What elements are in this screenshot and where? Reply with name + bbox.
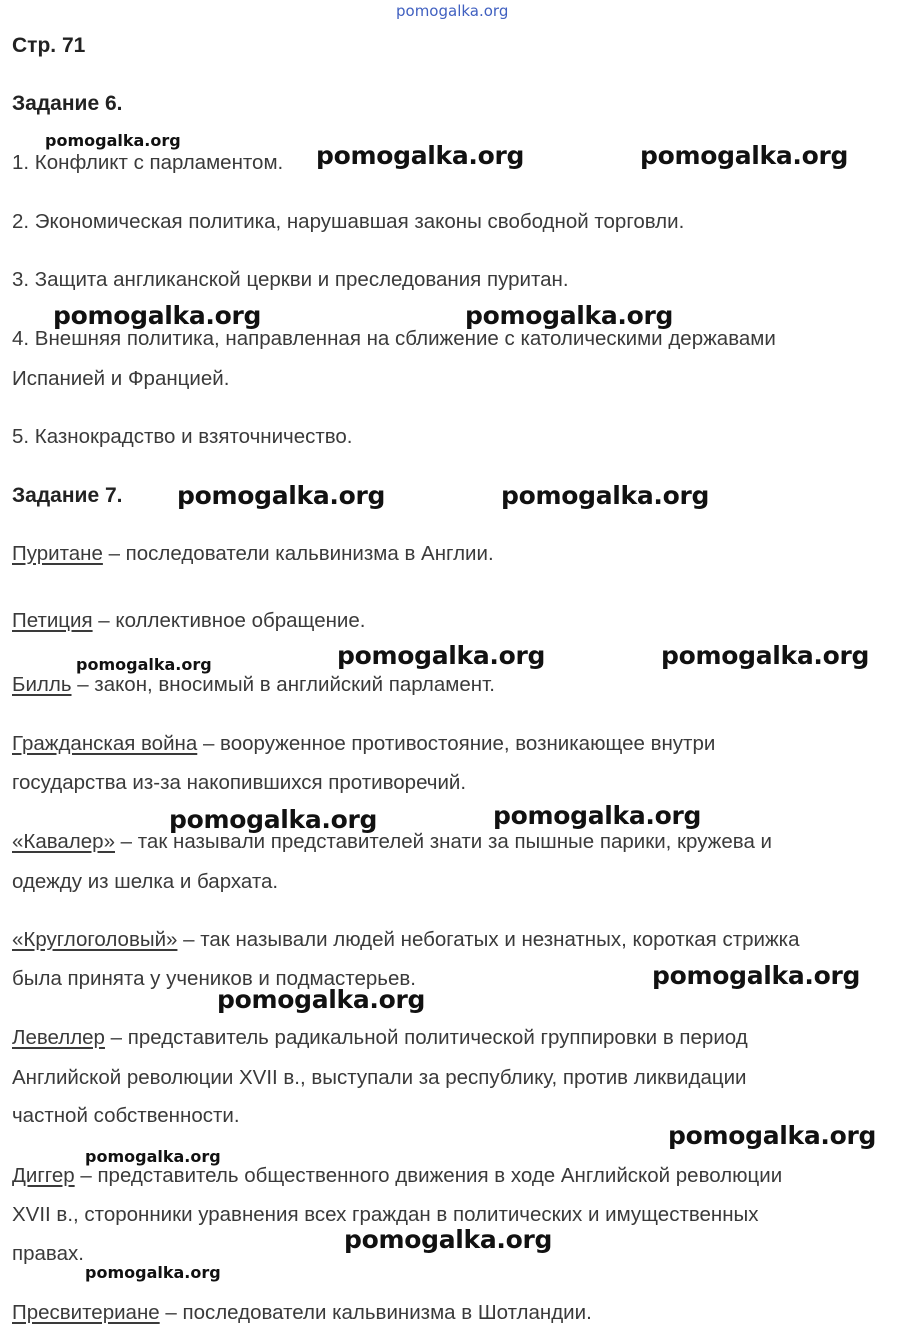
top-watermark: pomogalka.org — [396, 2, 509, 20]
watermark: pomogalka.org — [337, 641, 546, 670]
definition-digger-cont-2: правах. — [12, 1242, 84, 1265]
watermark: pomogalka.org — [169, 805, 378, 834]
watermark: pomogalka.org — [668, 1121, 877, 1150]
task6-item-4-cont: Испанией и Францией. — [12, 367, 230, 390]
task6-item-3: 3. Защита англиканской церкви и преследования пуритан. — [12, 268, 569, 291]
definition-text: – представитель радикальной политической группировки в период — [104, 1026, 748, 1049]
watermark: pomogalka.org — [501, 481, 710, 510]
watermark: pomogalka.org — [316, 141, 525, 170]
definition-civil-war-cont: государства из-за накопившихся противоречий. — [12, 771, 467, 794]
page-label: Стр. 71 — [12, 34, 86, 57]
definition-bill — [12, 673, 495, 697]
task6-item-5: 5. Казнокрадство и взяточничество. — [12, 425, 353, 448]
term-presbyterians: Пресвитериане — [12, 1301, 160, 1324]
task6-item-4: 4. Внешняя политика, направленная на сближение с католическими державами — [12, 327, 776, 350]
definition-cavalier-cont: одежду из шелка и бархата. — [12, 870, 279, 893]
watermark: pomogalka.org — [53, 301, 262, 330]
definition-digger-cont-1: XVII в., сторонники уравнения всех граждан в политических и имущественных — [12, 1203, 759, 1226]
definition-roundhead — [12, 928, 799, 952]
watermark: pomogalka.org — [85, 1147, 221, 1166]
term-petition: Петиция — [12, 609, 93, 632]
watermark: pomogalka.org — [344, 1225, 553, 1254]
definition-puritans — [12, 542, 494, 566]
definition-presbyterians — [12, 1301, 592, 1325]
watermark: pomogalka.org — [76, 655, 212, 674]
term-digger: Диггер — [12, 1164, 75, 1187]
definition-text: – так называли людей небогатых и незнатных, короткая стрижка — [177, 928, 800, 951]
term-bill: Билль — [12, 673, 72, 696]
watermark: pomogalka.org — [85, 1263, 221, 1282]
watermark: pomogalka.org — [661, 641, 870, 670]
watermark: pomogalka.org — [177, 481, 386, 510]
term-roundhead: «Круглоголовый» — [12, 928, 178, 951]
term-leveller: Левеллер — [12, 1026, 105, 1049]
watermark: pomogalka.org — [493, 801, 702, 830]
definition-text: – последователи кальвинизма в Англии. — [102, 542, 494, 565]
definition-digger — [12, 1164, 782, 1188]
definition-petition — [12, 609, 365, 633]
definition-cavalier — [12, 830, 772, 854]
definition-text: – так называли представителей знати за пышные парики, кружева и — [114, 830, 772, 853]
term-civil-war: Гражданская война — [12, 732, 198, 755]
definition-text: – коллективное обращение. — [92, 609, 366, 632]
definition-leveller — [12, 1026, 748, 1050]
definition-leveller-cont-1: Английской революции XVII в., выступали за республику, против ликвидации — [12, 1066, 747, 1089]
definition-text: – вооруженное противостояние, возникающее внутри — [197, 732, 716, 755]
watermark: pomogalka.org — [465, 301, 674, 330]
term-puritans: Пуритане — [12, 542, 103, 565]
watermark: pomogalka.org — [640, 141, 849, 170]
definition-text: – закон, вносимый в английский парламент. — [71, 673, 495, 696]
definition-roundhead-cont: была принята у учеников и подмастерьев. — [12, 967, 416, 990]
definition-text: – представитель общественного движения в ходе Английской революции — [74, 1164, 783, 1187]
watermark: pomogalka.org — [45, 131, 181, 150]
task6-item-2: 2. Экономическая политика, нарушавшая законы свободной торговли. — [12, 210, 685, 233]
task6-item-1: 1. Конфликт с парламентом. — [12, 151, 284, 174]
term-cavalier: «Кавалер» — [12, 830, 115, 853]
task6-heading: Задание 6. — [12, 92, 123, 115]
watermark: pomogalka.org — [217, 985, 426, 1014]
definition-civil-war — [12, 732, 715, 756]
definition-text: – последователи кальвинизма в Шотландии. — [159, 1301, 592, 1324]
watermark: pomogalka.org — [652, 961, 861, 990]
definition-leveller-cont-2: частной собственности. — [12, 1104, 240, 1127]
task7-heading: Задание 7. — [12, 484, 123, 507]
